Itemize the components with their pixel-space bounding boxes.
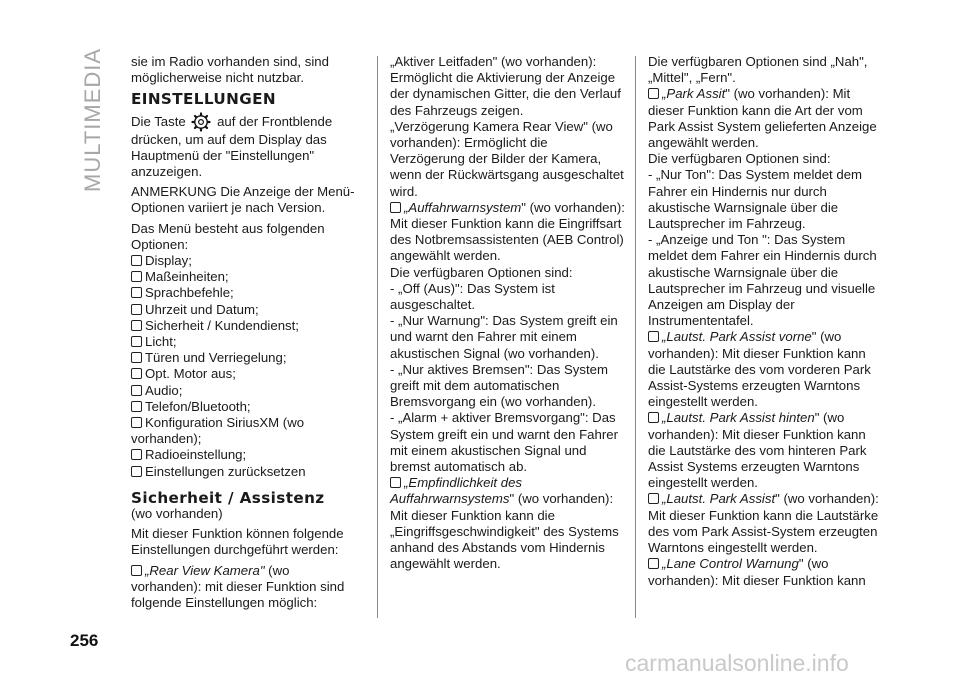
paragraph: Die verfügbaren Optionen sind: bbox=[648, 151, 831, 167]
checkbox-bullet-icon bbox=[131, 385, 142, 396]
checkbox-bullet-icon bbox=[390, 477, 401, 488]
note-paragraph: ANMERKUNG Die Anzeige der Menü-Optionen variiert je nach Version. bbox=[131, 184, 355, 216]
list-item: „Park Assit" (wo vorhanden): Mit dieser Funktion kann die Art der vom Park Assist System gelieferten Anzeige angewählt werden. bbox=[648, 86, 877, 151]
checkbox-bullet-icon bbox=[131, 255, 142, 266]
list-item: Sicherheit / Kundendienst; bbox=[131, 318, 363, 334]
text-span: Die Taste bbox=[131, 113, 186, 129]
paragraph: Mit dieser Funktion können folgende Einstellungen durchgeführt werden: bbox=[131, 526, 344, 558]
checkbox-bullet-icon bbox=[131, 352, 142, 363]
checkbox-bullet-icon bbox=[131, 401, 142, 412]
list-item: „Lane Control Warnung" (wo vorhanden): Mit dieser Funktion kann bbox=[648, 556, 866, 588]
checkbox-bullet-icon bbox=[648, 331, 659, 342]
checkbox-bullet-icon bbox=[131, 368, 142, 379]
list-item: „Lautst. Park Assist" (wo vorhanden): Mit dieser Funktion kann die Lautstärke des vom Park Assist-System erzeugten Warntons eingestellt werden. bbox=[648, 491, 879, 556]
heading-sicherheit-assistenz: Sicherheit / Assistenz bbox=[131, 488, 325, 507]
watermark: carmanualsonline.info bbox=[625, 650, 849, 676]
paragraph: - „Nur Ton": Das System meldet dem Fahrer ein Hindernis nur durch akustische Warnsignale über die Lautsprecher im Fahrzeug. bbox=[648, 167, 863, 232]
checkbox-bullet-icon bbox=[131, 466, 142, 477]
list-item: Uhrzeit und Datum; bbox=[131, 302, 363, 318]
checkbox-bullet-icon bbox=[131, 336, 142, 347]
list-item: „Lautst. Park Assist vorne" (wo vorhanden): Mit dieser Funktion kann die Lautstärke des vom vorderen Park Assist-Systems erzeugten Warntons eingestellt werden. bbox=[648, 329, 871, 410]
paragraph: sie im Radio vorhanden sind, sind möglicherweise nicht nutzbar. bbox=[131, 54, 329, 86]
text-span: auf der Frontblende drücken, um auf dem Display das Hauptmenü der "Einstellungen" anzuzeigen. bbox=[131, 113, 333, 180]
paragraph: - „Nur Warnung": Das System greift ein und warnt den Fahrer mit einem akustischen Signal (wo vorhanden). bbox=[390, 313, 618, 361]
paragraph: Das Menü besteht aus folgenden Optionen: bbox=[131, 220, 325, 252]
paragraph: - „Off (Aus)": Das System ist ausgeschaltet. bbox=[390, 280, 555, 313]
option-title: „Lautst. Park Assist bbox=[662, 491, 776, 507]
option-title: „Lautst. Park Assist hinten bbox=[662, 410, 815, 426]
list-item: Türen und Verriegelung; bbox=[131, 350, 363, 366]
checkbox-bullet-icon bbox=[648, 88, 659, 99]
list-item: Einstellungen zurücksetzen bbox=[131, 464, 363, 480]
checkbox-bullet-icon bbox=[648, 412, 659, 423]
option-title: „Empfindlichkeit des Auffahrwarnsystems bbox=[390, 475, 523, 507]
section-title-text: MULTIMEDIA bbox=[80, 47, 105, 192]
checkbox-bullet-icon bbox=[390, 202, 401, 213]
section-title-vertical bbox=[80, 47, 110, 192]
paragraph: „Aktiver Leitfaden" (wo vorhanden): Ermöglicht die Aktivierung der Anzeige der dynamischen Gitter, die den Verlauf des Fahrzeugs zeigen. bbox=[390, 54, 621, 118]
paragraph: - „Anzeige und Ton ": Das System meldet dem Fahrer ein Hindernis durch akustische Warnsignale über die Lautsprecher im Fahrzeug und visuelle Anzeigen am Display der Instrumententafel. bbox=[648, 232, 877, 329]
option-title: „Lautst. Park Assist vorne bbox=[662, 329, 812, 345]
paragraph: Die verfügbaren Optionen sind „Nah", „Mittel", „Fern". bbox=[648, 54, 868, 86]
checkbox-bullet-icon bbox=[131, 565, 142, 576]
checkbox-bullet-icon bbox=[131, 304, 142, 315]
checkbox-bullet-icon bbox=[131, 320, 142, 331]
list-item: Sprachbefehle; bbox=[131, 285, 363, 301]
checkbox-bullet-icon bbox=[648, 493, 659, 504]
list-item: Maßeinheiten; bbox=[131, 269, 363, 285]
checkbox-bullet-icon bbox=[648, 558, 659, 569]
text-column-3 bbox=[648, 54, 882, 589]
menu-options-list bbox=[131, 253, 363, 480]
checkbox-bullet-icon bbox=[131, 417, 142, 428]
paragraph: Die verfügbaren Optionen sind: bbox=[390, 264, 573, 280]
paragraph bbox=[131, 112, 363, 181]
option-title: „Rear View Kamera" bbox=[145, 562, 265, 578]
list-item: Radioeinstellung; bbox=[131, 447, 363, 463]
option-title: „Lane Control Warnung bbox=[662, 556, 799, 572]
list-item: „Lautst. Park Assist hinten" (wo vorhanden): Mit dieser Funktion kann die Lautstärke des vom hinteren Park Assist Systems erzeugten Warntons eingestellt werden. bbox=[648, 410, 867, 491]
column-divider bbox=[377, 56, 378, 618]
option-title: „Park Assit bbox=[662, 86, 726, 102]
settings-gear-icon bbox=[190, 112, 212, 132]
page-number: 256 bbox=[70, 631, 99, 650]
text-column-1 bbox=[131, 54, 363, 611]
list-item: Telefon/Bluetooth; bbox=[131, 399, 363, 415]
list-item: Konfiguration SiriusXM (wo vorhanden); bbox=[131, 415, 305, 447]
checkbox-bullet-icon bbox=[131, 449, 142, 460]
list-item: Opt. Motor aus; bbox=[131, 366, 363, 382]
checkbox-bullet-icon bbox=[131, 287, 142, 298]
checkbox-bullet-icon bbox=[131, 271, 142, 282]
list-item: Licht; bbox=[131, 334, 363, 350]
option-title: „Auffahrwarnsystem bbox=[404, 199, 522, 215]
text-column-2 bbox=[390, 54, 626, 573]
list-item: Audio; bbox=[131, 383, 363, 399]
paragraph: - „Nur aktives Bremsen": Das System greift mit dem automatischen Bremsvorgang ein (wo vorhanden). bbox=[390, 361, 608, 410]
paragraph: - „Alarm + aktiver Bremsvorgang": Das System greift ein und warnt den Fahrer mit einem akustischen Signal und bremst automatisch ab. bbox=[390, 410, 618, 475]
list-item: Display; bbox=[131, 253, 363, 269]
column-divider bbox=[635, 56, 636, 618]
list-item: „Empfindlichkeit des Auffahrwarnsystems" (wo vorhanden): Mit dieser Funktion kann die „Eingriffsgeschwindigkeit" des Systems anhand des Abstands vom Hindernis angewählt werden. bbox=[390, 475, 619, 572]
list-item: „Rear View Kamera" (wo vorhanden): mit dieser Funktion sind folgende Einstellungen möglich: bbox=[131, 562, 345, 611]
heading-einstellungen: EINSTELLUNGEN bbox=[131, 90, 277, 109]
list-item: „Auffahrwarnsystem" (wo vorhanden): Mit dieser Funktion kann die Eingriffsart des Notbremsassistenten (AEB Control) angewählt werden. bbox=[390, 199, 625, 264]
paragraph: „Verzögerung Kamera Rear View" (wo vorhanden): Ermöglicht die Verzögerung der Bilder der Kamera, wenn der Rückwärtsgang ausgeschaltet wird. bbox=[390, 118, 624, 199]
heading-subtitle: (wo vorhanden) bbox=[131, 506, 223, 522]
